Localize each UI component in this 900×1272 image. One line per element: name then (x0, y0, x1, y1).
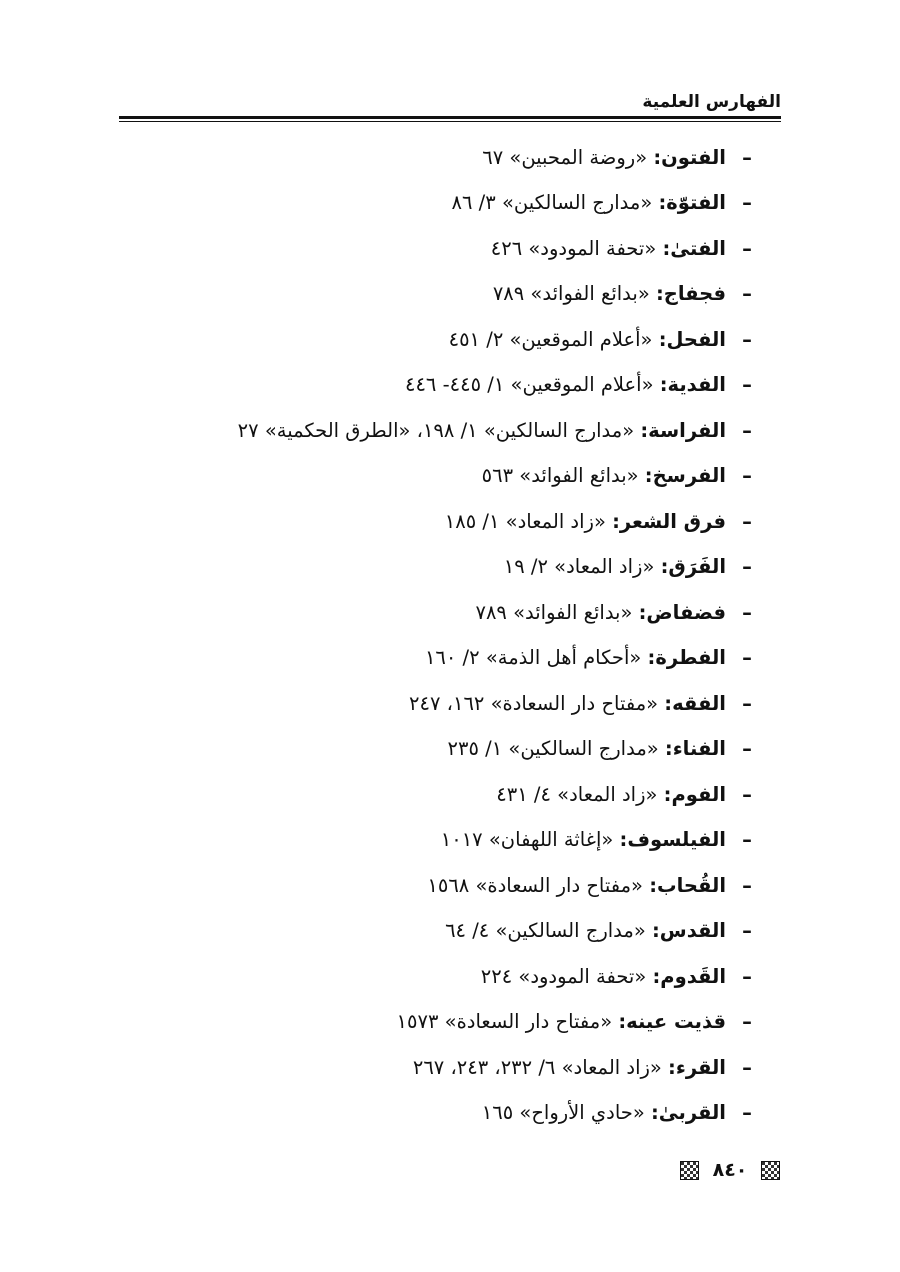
index-entry (60, 408, 760, 454)
entry-dash: – (742, 327, 752, 351)
entry-term: الفوم: (663, 782, 726, 806)
entry-source: «بدائع الفوائد» ٧٨٩ (475, 600, 633, 624)
entry-source: «إغاثة اللهفان» ١٠١٧ (440, 828, 614, 852)
entry-term: الفطرة: (647, 646, 726, 670)
entry-term: الفناء: (664, 737, 726, 761)
entry-source: «حادي الأرواح» ١٦٥ (481, 1101, 645, 1125)
index-entry (60, 454, 760, 500)
entry-term: الفرسخ: (644, 464, 726, 488)
index-entry (60, 1045, 760, 1091)
entry-dash: – (742, 737, 752, 761)
entry-term: الفتىٰ: (662, 236, 726, 260)
entry-dash: – (742, 236, 752, 260)
entry-source: «زاد المعاد» ٦/ ٢٣٢، ٢٤٣، ٢٦٧ (412, 1055, 662, 1079)
entry-term: الفتون: (653, 145, 726, 169)
entry-dash: – (742, 191, 752, 215)
entry-term: الفقه: (664, 691, 726, 715)
page-number: ٨٤٠ (712, 1159, 748, 1181)
entry-source: «مدارج السالكين» ١/ ٢٣٥ (447, 737, 659, 761)
index-entry (60, 499, 760, 545)
entry-source: «بدائع الفوائد» ٥٦٣ (481, 464, 639, 488)
entry-term: الفيلسوف: (619, 828, 726, 852)
index-entry (60, 135, 760, 181)
running-header-title: الفهارس العلمية (642, 92, 781, 112)
index-entry (60, 1000, 760, 1046)
entry-term: فجفاج: (655, 282, 726, 306)
entry-source: «زاد المعاد» ٤/ ٤٣١ (496, 782, 658, 806)
index-entry (60, 590, 760, 636)
entry-dash: – (742, 145, 752, 169)
entry-source: «مدارج السالكين» ٣/ ٨٦ (451, 191, 653, 215)
entry-term: الفحل: (658, 327, 726, 351)
index-entry-list (60, 135, 760, 1136)
entry-dash: – (742, 964, 752, 988)
entry-dash: – (742, 1010, 752, 1034)
entry-source: «مفتاح دار السعادة» ١٥٦٨ (427, 873, 643, 897)
header-rule-thin (119, 121, 781, 122)
entry-term: فرق الشعر: (612, 509, 726, 533)
ornament-icon (761, 1161, 780, 1180)
entry-source: «أحكام أهل الذمة» ٢/ ١٦٠ (424, 646, 642, 670)
entry-source: «زاد المعاد» ١/ ١٨٥ (444, 509, 606, 533)
entry-dash: – (742, 418, 752, 442)
index-entry (60, 818, 760, 864)
entry-source: «مدارج السالكين» ٤/ ٦٤ (445, 919, 646, 943)
index-entry (60, 863, 760, 909)
index-entry (60, 681, 760, 727)
index-entry (60, 226, 760, 272)
entry-source: «تحفة المودود» ٢٢٤ (480, 964, 647, 988)
entry-term: قذيت عينه: (618, 1010, 726, 1034)
entry-source: «مفتاح دار السعادة» ١٦٢، ٢٤٧ (409, 691, 659, 715)
entry-term: الفراسة: (640, 418, 726, 442)
entry-dash: – (742, 919, 752, 943)
entry-term: القرء: (668, 1055, 726, 1079)
entry-dash: – (742, 646, 752, 670)
entry-dash: – (742, 1055, 752, 1079)
ornament-icon (680, 1161, 699, 1180)
entry-term: القُحاب: (649, 873, 726, 897)
running-header (119, 88, 781, 122)
entry-term: الفتوّة: (658, 191, 726, 215)
entry-dash: – (742, 873, 752, 897)
index-entry (60, 545, 760, 591)
entry-term: الفَرَق: (660, 555, 726, 579)
entry-term: القربىٰ: (650, 1101, 726, 1125)
entry-term: القَدوم: (652, 964, 726, 988)
entry-source: «تحفة المودود» ٤٢٦ (490, 236, 657, 260)
page-footer (680, 1156, 780, 1184)
entry-dash: – (742, 464, 752, 488)
entry-source: «مدارج السالكين» ١/ ١٩٨، «الطرق الحكمية» ٢٧ (237, 418, 635, 442)
index-entry (60, 317, 760, 363)
index-entry (60, 772, 760, 818)
index-entry (60, 272, 760, 318)
entry-dash: – (742, 600, 752, 624)
index-entry (60, 954, 760, 1000)
entry-term: فضفاض: (638, 600, 726, 624)
entry-source: «أعلام الموقعين» ١/ ٤٤٥- ٤٤٦ (404, 373, 654, 397)
entry-dash: – (742, 691, 752, 715)
entry-dash: – (742, 509, 752, 533)
entry-dash: – (742, 782, 752, 806)
index-entry (60, 636, 760, 682)
entry-dash: – (742, 373, 752, 397)
entry-term: القدس: (651, 919, 726, 943)
entry-dash: – (742, 282, 752, 306)
entry-term: الفدية: (659, 373, 726, 397)
entry-dash: – (742, 828, 752, 852)
index-entry (60, 363, 760, 409)
index-entry (60, 909, 760, 955)
entry-source: «بدائع الفوائد» ٧٨٩ (492, 282, 650, 306)
entry-dash: – (742, 1101, 752, 1125)
index-entry (60, 181, 760, 227)
entry-source: «روضة المحبين» ٦٧ (482, 145, 648, 169)
entry-source: «أعلام الموقعين» ٢/ ٤٥١ (448, 327, 653, 351)
index-entry (60, 727, 760, 773)
entry-source: «مفتاح دار السعادة» ١٥٧٣ (396, 1010, 613, 1034)
header-rule-thick (119, 116, 781, 119)
entry-dash: – (742, 555, 752, 579)
entry-source: «زاد المعاد» ٢/ ١٩ (503, 555, 655, 579)
index-entry (60, 1091, 760, 1137)
